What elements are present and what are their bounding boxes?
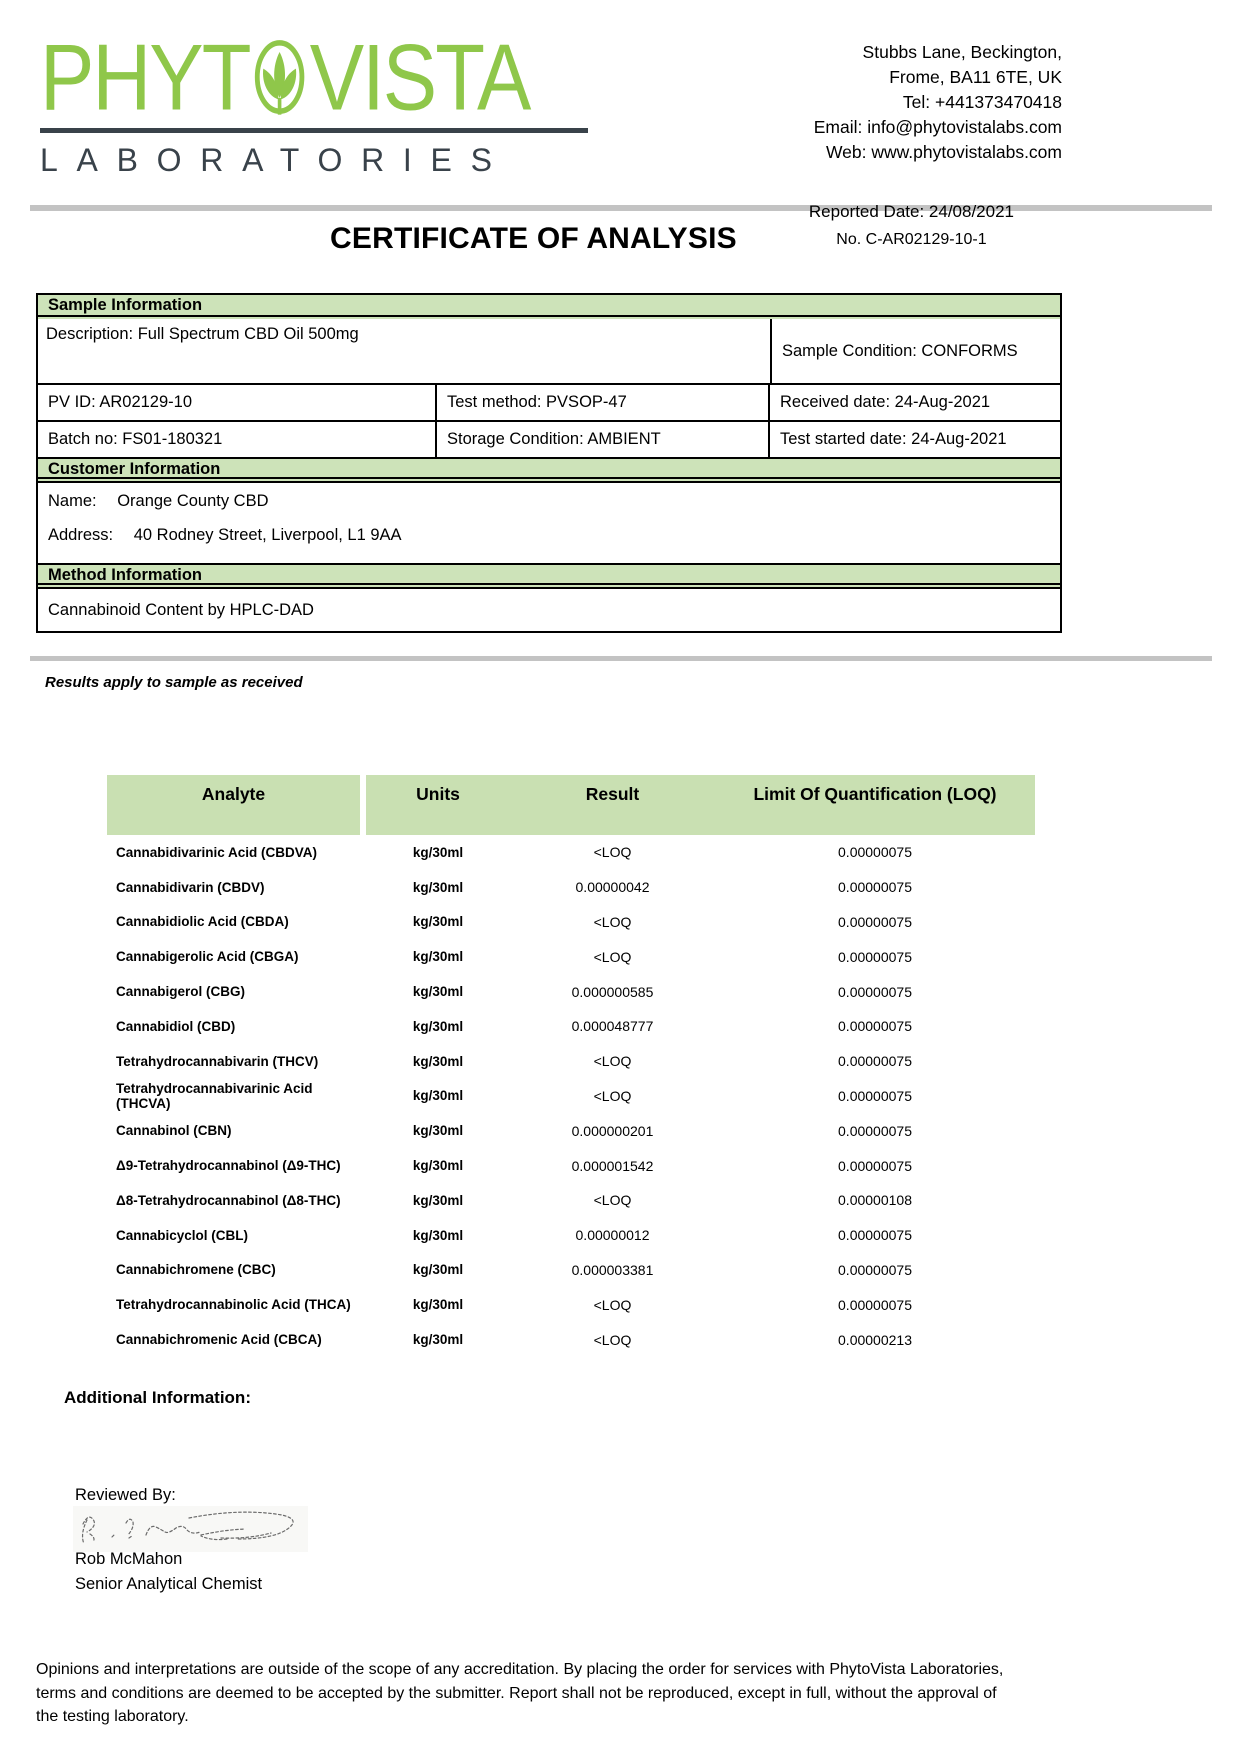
result-row: [107, 1148, 1035, 1183]
sample-description-row: [38, 319, 1060, 383]
customer-name-line: [48, 492, 1050, 511]
units-value: kg/30ml: [412, 1018, 464, 1034]
units-value: kg/30ml: [412, 1227, 464, 1243]
result-value: <LOQ: [593, 1087, 632, 1104]
sample-information-heading-label: Sample Information: [48, 296, 203, 314]
loq-value: 0.00000075: [838, 1122, 912, 1139]
report-meta: [809, 202, 1014, 249]
column-header-units: Units: [416, 784, 460, 804]
result-value: <LOQ: [593, 913, 632, 930]
result-value: 0.00000042: [575, 879, 650, 896]
sample-condition: Sample Condition: CONFORMS: [782, 341, 1018, 360]
footer-disclaimer: [36, 1658, 1218, 1729]
leaf-in-ellipse-icon: [252, 33, 306, 120]
loq-value: 0.00000075: [838, 1157, 912, 1174]
logo-text-phyt: PHYT: [40, 24, 250, 130]
batch-no: Batch no: FS01-180321: [38, 422, 437, 457]
loq-value: 0.00000075: [838, 1227, 912, 1244]
storage-condition: Storage Condition: AMBIENT: [437, 422, 770, 457]
loq-value: 0.00000075: [838, 1053, 912, 1070]
analyte-name: Cannabigerol (CBG): [116, 984, 246, 1000]
sample-batch-row: [38, 420, 1060, 457]
section-divider: [30, 656, 1212, 661]
units-value: kg/30ml: [412, 949, 464, 965]
info-tables: [36, 293, 1062, 633]
customer-address-value: 40 Rodney Street, Liverpool, L1 9AA: [133, 526, 402, 544]
units-value: kg/30ml: [412, 1053, 464, 1069]
additional-information-heading: Additional Information:: [64, 1388, 251, 1407]
contact-email: Email: info@phytovistalabs.com: [813, 117, 1062, 137]
customer-details: [38, 481, 1060, 563]
loq-value: 0.00000075: [838, 1087, 912, 1104]
disclaimer-line-2: terms and conditions are deemed to be accepted by the submitter. Report shall not be reproduced, except in full, without the approval of: [36, 1684, 997, 1702]
column-header-loq: Limit Of Quantification (LOQ): [753, 784, 997, 804]
result-row: [107, 1183, 1035, 1218]
reviewer-name: Rob McMahon: [75, 1550, 183, 1568]
results-table-header: [107, 775, 1035, 835]
method-description: Cannabinoid Content by HPLC-DAD: [38, 587, 1060, 631]
sample-description: Description: Full Spectrum CBD Oil 500mg: [38, 319, 772, 383]
header-divider: [30, 205, 1212, 211]
method-information-heading: [38, 563, 1060, 587]
result-value: 0.000001542: [571, 1157, 654, 1174]
result-value: <LOQ: [593, 1053, 632, 1070]
analyte-name: Cannabidivarin (CBDV): [116, 879, 265, 895]
analyte-name: Cannabichromene (CBC): [116, 1262, 276, 1278]
analyte-name: Cannabigerolic Acid (CBGA): [116, 949, 299, 965]
report-number: No. C-AR02129-10-1: [836, 231, 987, 248]
disclaimer-line-3: the testing laboratory.: [36, 1708, 189, 1725]
analyte-name: Cannabidiolic Acid (CBDA): [116, 914, 289, 930]
units-value: kg/30ml: [412, 984, 464, 1000]
analyte-name: Cannabicyclol (CBL): [116, 1227, 249, 1243]
units-value: kg/30ml: [412, 1123, 464, 1139]
contact-address-line-1: Stubbs Lane, Beckington,: [862, 42, 1062, 62]
loq-value: 0.00000108: [838, 1192, 912, 1209]
disclaimer-line-1: Opinions and interpretations are outside of the scope of any accreditation. By placing the order for services with PhytoVista Laboratories,: [36, 1661, 1004, 1678]
result-value: 0.000000201: [571, 1122, 654, 1139]
logo-wordmark: [40, 24, 572, 130]
result-row: [107, 1253, 1035, 1288]
result-row: [107, 1113, 1035, 1148]
reviewed-by-label: Reviewed By:: [75, 1486, 176, 1504]
results-table-header-right: [366, 775, 1035, 835]
units-value: kg/30ml: [412, 844, 464, 860]
analyte-name: Cannabidiol (CBD): [116, 1018, 236, 1034]
loq-value: 0.00000075: [838, 948, 912, 965]
result-value: 0.000000585: [571, 983, 654, 1000]
sample-ids-row: [38, 383, 1060, 420]
loq-value: 0.00000075: [838, 913, 912, 930]
result-value: <LOQ: [593, 1296, 632, 1313]
column-header-analyte: Analyte: [107, 775, 360, 835]
test-started-date: Test started date: 24-Aug-2021: [780, 430, 1007, 448]
result-value: <LOQ: [593, 948, 632, 965]
reported-date: Reported Date: 24/08/2021: [808, 202, 1014, 221]
column-header-result: Result: [585, 784, 640, 804]
lab-contact-info: [814, 40, 1062, 165]
results-table: [107, 775, 1035, 1357]
analyte-name: Δ8-Tetrahydrocannabinol (Δ8-THC): [116, 1192, 341, 1208]
pv-id: PV ID: AR02129-10: [38, 385, 437, 420]
analyte-name: Cannabinol (CBN): [116, 1123, 232, 1139]
units-value: kg/30ml: [412, 1158, 464, 1174]
units-value: kg/30ml: [412, 1088, 464, 1104]
result-row: [107, 835, 1035, 870]
loq-value: 0.00000075: [838, 983, 912, 1000]
result-row: [107, 939, 1035, 974]
analyte-name: Tetrahydrocannabinolic Acid (THCA): [116, 1297, 351, 1313]
sample-information-heading: [38, 295, 1060, 319]
result-row: [107, 1287, 1035, 1322]
result-value: 0.000048777: [571, 1018, 654, 1035]
contact-web: Web: www.phytovistalabs.com: [825, 142, 1062, 162]
received-date: Received date: 24-Aug-2021: [780, 393, 991, 411]
page-title: CERTIFICATE OF ANALYSIS: [330, 222, 737, 255]
logo-text-vista: VISTA: [309, 24, 530, 130]
phytovista-logo: [40, 24, 588, 179]
units-value: kg/30ml: [412, 914, 464, 930]
analyte-name: Cannabichromenic Acid (CBCA): [116, 1332, 322, 1348]
contact-phone: Tel: +441373470418: [902, 92, 1062, 112]
customer-address-line: [48, 526, 1050, 545]
reviewer-title: Senior Analytical Chemist: [75, 1575, 263, 1593]
loq-value: 0.00000075: [838, 1261, 912, 1278]
customer-address-label: Address:: [48, 526, 114, 544]
loq-value: 0.00000213: [838, 1331, 912, 1348]
loq-value: 0.00000075: [838, 1018, 912, 1035]
units-value: kg/30ml: [412, 1262, 464, 1278]
result-row: [107, 905, 1035, 940]
result-value: 0.000003381: [571, 1261, 654, 1278]
logo-subtitle: LABORATORIES: [40, 142, 511, 178]
result-value: <LOQ: [593, 1192, 632, 1209]
results-note: Results apply to sample as received: [45, 674, 303, 691]
result-row: [107, 1218, 1035, 1253]
analyte-name: Δ9-Tetrahydrocannabinol (Δ9-THC): [116, 1158, 341, 1174]
units-value: kg/30ml: [412, 1192, 464, 1208]
analyte-name: Tetrahydrocannabivarinic Acid (THCVA): [116, 1080, 313, 1111]
result-value: 0.00000012: [575, 1227, 650, 1244]
signature-scribble: [73, 1506, 308, 1552]
result-row: [107, 1079, 1035, 1114]
loq-value: 0.00000075: [838, 844, 912, 861]
result-row: [107, 1322, 1035, 1357]
customer-name-label: Name:: [48, 492, 97, 510]
customer-information-heading: [38, 457, 1060, 481]
customer-name-value: Orange County CBD: [117, 492, 269, 510]
result-row: [107, 870, 1035, 905]
contact-address-line-2: Frome, BA11 6TE, UK: [889, 67, 1062, 87]
result-row: [107, 1009, 1035, 1044]
test-method: Test method: PVSOP-47: [437, 385, 770, 420]
results-table-body: [107, 835, 1035, 1357]
loq-value: 0.00000075: [838, 879, 912, 896]
customer-information-heading-label: Customer Information: [48, 460, 221, 478]
units-value: kg/30ml: [412, 1297, 464, 1313]
analyte-name: Tetrahydrocannabivarin (THCV): [116, 1053, 319, 1069]
result-value: <LOQ: [593, 1331, 632, 1348]
analyte-name: Cannabidivarinic Acid (CBDVA): [116, 844, 318, 860]
result-value: <LOQ: [593, 844, 632, 861]
units-value: kg/30ml: [412, 879, 464, 895]
units-value: kg/30ml: [412, 1332, 464, 1348]
method-information-heading-label: Method Information: [48, 566, 202, 584]
result-row: [107, 974, 1035, 1009]
loq-value: 0.00000075: [838, 1296, 912, 1313]
result-row: [107, 1044, 1035, 1079]
